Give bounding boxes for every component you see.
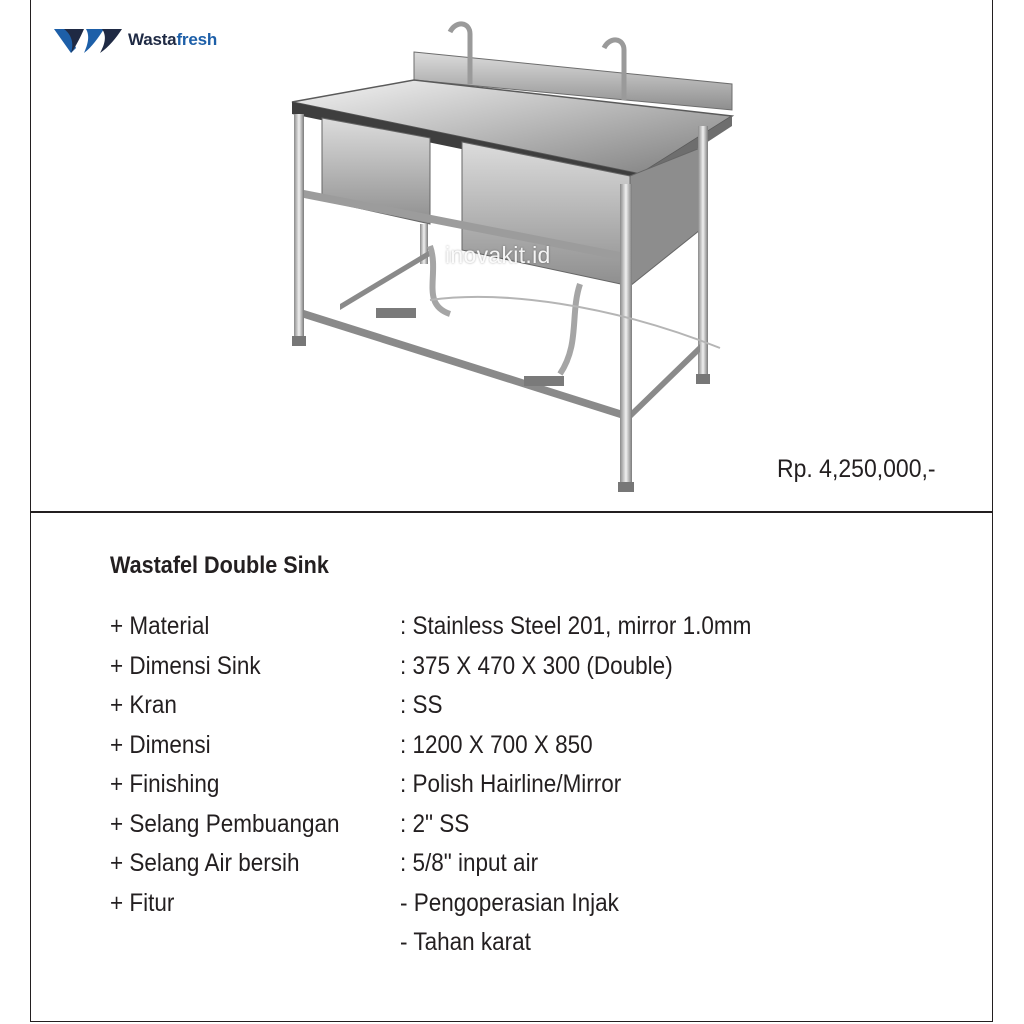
spec-row-dimensi-sink: [110, 647, 790, 687]
spec-label: + Kran: [110, 691, 177, 720]
spec-row-selang-pembuangan: [110, 805, 790, 845]
spec-row-kran: [110, 686, 790, 726]
spec-value: : 5/8" input air: [400, 849, 539, 878]
brand-name-part1: Wasta: [128, 30, 177, 49]
brand-name-part2: fresh: [176, 30, 218, 49]
wastafresh-logo-icon: [54, 26, 122, 54]
spec-value: : 375 X 470 X 300 (Double): [400, 651, 673, 680]
spec-value: - Tahan karat: [400, 928, 531, 957]
brand-logo: [54, 26, 217, 54]
spec-label: + Fitur: [110, 888, 175, 917]
spec-label: + Material: [110, 612, 210, 641]
spec-label: + Selang Air bersih: [110, 849, 300, 878]
product-title: Wastafel Double Sink: [110, 552, 329, 579]
spec-row-dimensi: [110, 726, 790, 766]
spec-label: + Dimensi: [110, 730, 211, 759]
spec-label: + Dimensi Sink: [110, 651, 261, 680]
spec-row-fitur-2: [110, 923, 790, 963]
spec-label: + Selang Pembuangan: [110, 809, 340, 838]
spec-row-selang-air-bersih: [110, 844, 790, 884]
spec-value: : Stainless Steel 201, mirror 1.0mm: [400, 612, 752, 641]
section-divider: [30, 511, 993, 513]
brand-name: [128, 30, 217, 50]
spec-value: : SS: [400, 691, 443, 720]
spec-value: : Polish Hairline/Mirror: [400, 770, 622, 799]
spec-value: - Pengoperasian Injak: [400, 888, 619, 917]
spec-row-fitur: [110, 884, 790, 924]
spec-row-finishing: [110, 765, 790, 805]
spec-row-material: [110, 607, 790, 647]
spec-value: : 2" SS: [400, 809, 470, 838]
spec-value: : 1200 X 700 X 850: [400, 730, 593, 759]
spec-label: + Finishing: [110, 770, 220, 799]
spec-list: [110, 607, 790, 963]
product-price: Rp. 4,250,000,-: [777, 455, 936, 483]
watermark-text: inovakit.id: [445, 242, 551, 268]
